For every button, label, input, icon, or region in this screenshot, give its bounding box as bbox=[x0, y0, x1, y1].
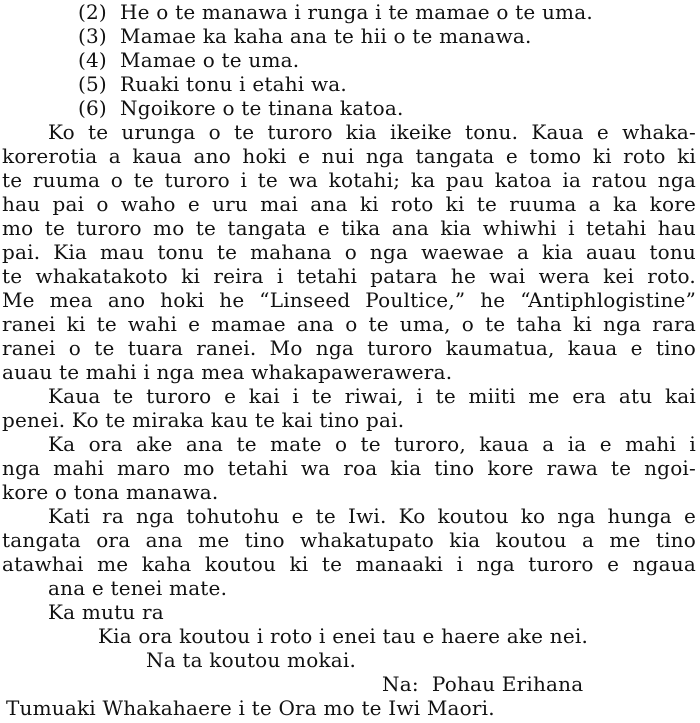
paragraph-line: ana e tenei mate. bbox=[48, 576, 228, 600]
paragraph-line: korerotia a kaua ano hoki e nui nga tangata e tomo ki roto ki bbox=[2, 144, 696, 168]
list-item-5: (5) Ruaki tonu i etahi wa. bbox=[78, 72, 347, 96]
paragraph-line: Kati ra nga tohutohu e te Iwi. Ko koutou ko nga hunga e bbox=[48, 504, 696, 528]
signature-name: Na: Pohau Erihana bbox=[382, 672, 584, 696]
paragraph-line: Ko te urunga o te turoro kia ikeike tonu. Kaua e whaka- bbox=[48, 120, 696, 144]
paragraph-line: auau te mahi i nga mea whakapawerawera. bbox=[2, 360, 453, 384]
paragraph-line: Me mea ano hoki he “Linseed Poultice,” he “Antiphlogistine” bbox=[2, 288, 696, 312]
paragraph-line: kore o tona manawa. bbox=[2, 480, 219, 504]
signature-title: Tumuaki Whakahaere i te Ora mo te Iwi Maori. bbox=[6, 696, 495, 720]
paragraph-line: ranei o te tuara ranei. Mo nga turoro kaumatua, kaua e tino bbox=[2, 336, 696, 360]
closing-line: Ka mutu ra bbox=[48, 600, 164, 624]
paragraph-line: Ka ora ake ana te mate o te turoro, kaua a ia e mahi i bbox=[48, 432, 696, 456]
paragraph-line: te whakatakoto ki reira i tetahi patara he wai wera kei roto. bbox=[2, 264, 696, 288]
paragraph-line: Kaua te turoro e kai i te riwai, i te miiti me era atu kai bbox=[48, 384, 696, 408]
paragraph-line: ranei ki te wahi e mamae ana o te uma, o te taha ki nga rara bbox=[2, 312, 696, 336]
paragraph-line: atawhai me kaha koutou ki te manaaki i nga turoro e ngaua bbox=[2, 552, 696, 576]
paragraph-line: tangata ora ana me tino whakatupato kia koutou a me tino bbox=[2, 528, 696, 552]
paragraph-line: te ruuma o te turoro i te wa kotahi; ka pau katoa ia ratou nga bbox=[2, 168, 696, 192]
paragraph-line: penei. Ko te miraka kau te kai tino pai. bbox=[2, 408, 405, 432]
list-item-2: (2) He o te manawa i runga i te mamae o te uma. bbox=[78, 0, 593, 24]
list-item-3: (3) Mamae ka kaha ana te hii o te manawa. bbox=[78, 24, 532, 48]
paragraph-line: pai. Kia mau tonu te mahana o nga waewae a kia auau tonu bbox=[2, 240, 696, 264]
closing-line: Kia ora koutou i roto i enei tau e haere ake nei. bbox=[98, 624, 589, 648]
closing-line: Na ta koutou mokai. bbox=[146, 648, 357, 672]
paragraph-line: nga mahi maro mo tetahi wa roa kia tino kore rawa te ngoi- bbox=[2, 456, 696, 480]
list-item-4: (4) Mamae o te uma. bbox=[78, 48, 300, 72]
list-item-6: (6) Ngoikore o te tinana katoa. bbox=[78, 96, 404, 120]
paragraph-line: hau pai o waho e uru mai ana ki roto ki te ruuma a ka kore bbox=[2, 192, 696, 216]
paragraph-line: mo te turoro mo te tangata e tika ana kia whiwhi i tetahi hau bbox=[2, 216, 696, 240]
